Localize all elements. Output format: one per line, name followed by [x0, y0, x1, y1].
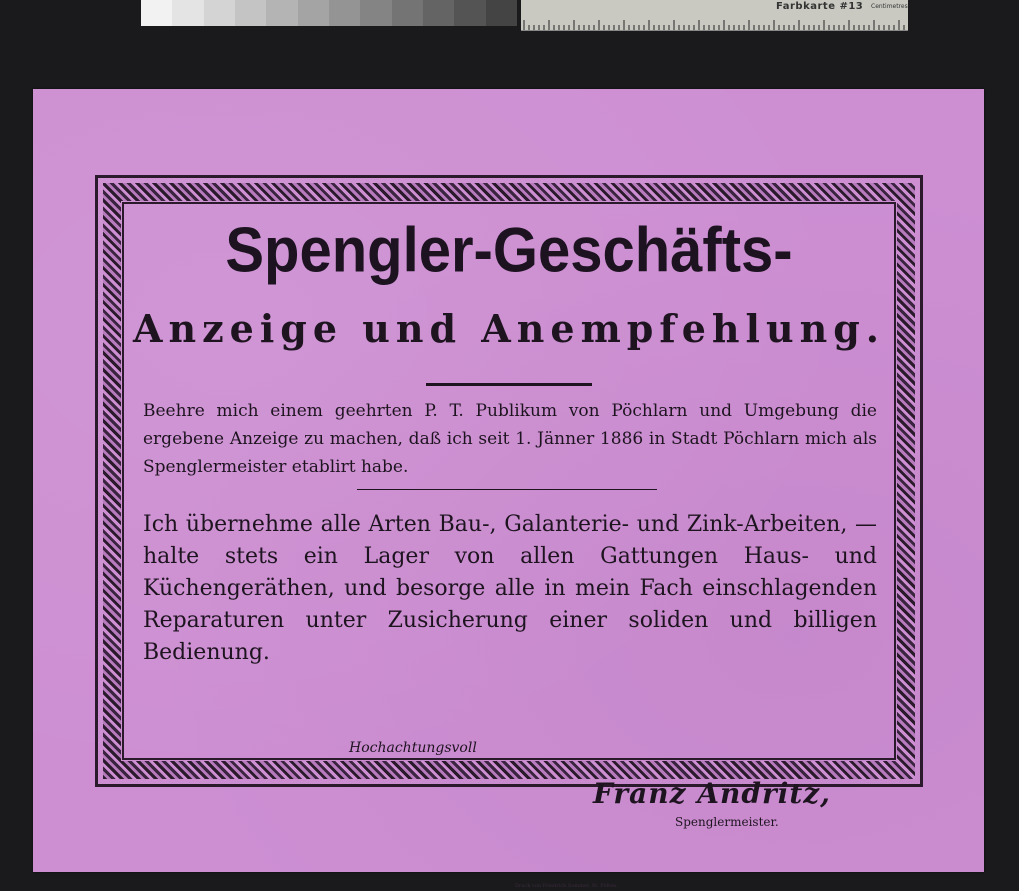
- ruler-ticks: [521, 16, 908, 30]
- title-divider: [426, 383, 592, 386]
- signature: Franz Andritz,: [593, 777, 831, 810]
- greeting: Hochachtungsvoll: [349, 740, 477, 756]
- poster-subtitle: Anzeige und Anempfehlung.: [132, 306, 886, 351]
- paragraph-divider: [357, 489, 657, 490]
- announcement-paragraph: Beehre mich einem geehrten P. T. Publikum von Pöchlarn und Umgebung die ergebene Anzeige zu machen, daß ich seit 1. Jänner 1886 in Stadt Pöchlarn mich als Spenglermeister etablirt habe.: [143, 401, 877, 477]
- poster-paper: [33, 89, 984, 889]
- poster-title: Spengler-Geschäfts-: [225, 215, 793, 286]
- trade-title: Spenglermeister.: [675, 815, 779, 829]
- poster-content: [95, 175, 923, 889]
- printer-imprint: Druck von Friedrich Sommer, St. Pölten.: [515, 883, 618, 889]
- scale-ruler: [521, 0, 908, 31]
- services-paragraph: Ich übernehme alle Arten Bau-, Galanterie- und Zink-Arbeiten, — halte stets ein Lager von allen Gattungen Haus- und Küchengeräthen, und besorge alle in mein Fach einschlagenden Reparaturen unter Zusicherung einer soliden und billigen Bedienung.: [143, 512, 877, 665]
- ruler-label: Farbkarte #13: [776, 1, 864, 12]
- grayscale-calibration-strip: [141, 0, 517, 26]
- ruler-unit: Centimetres: [871, 3, 908, 10]
